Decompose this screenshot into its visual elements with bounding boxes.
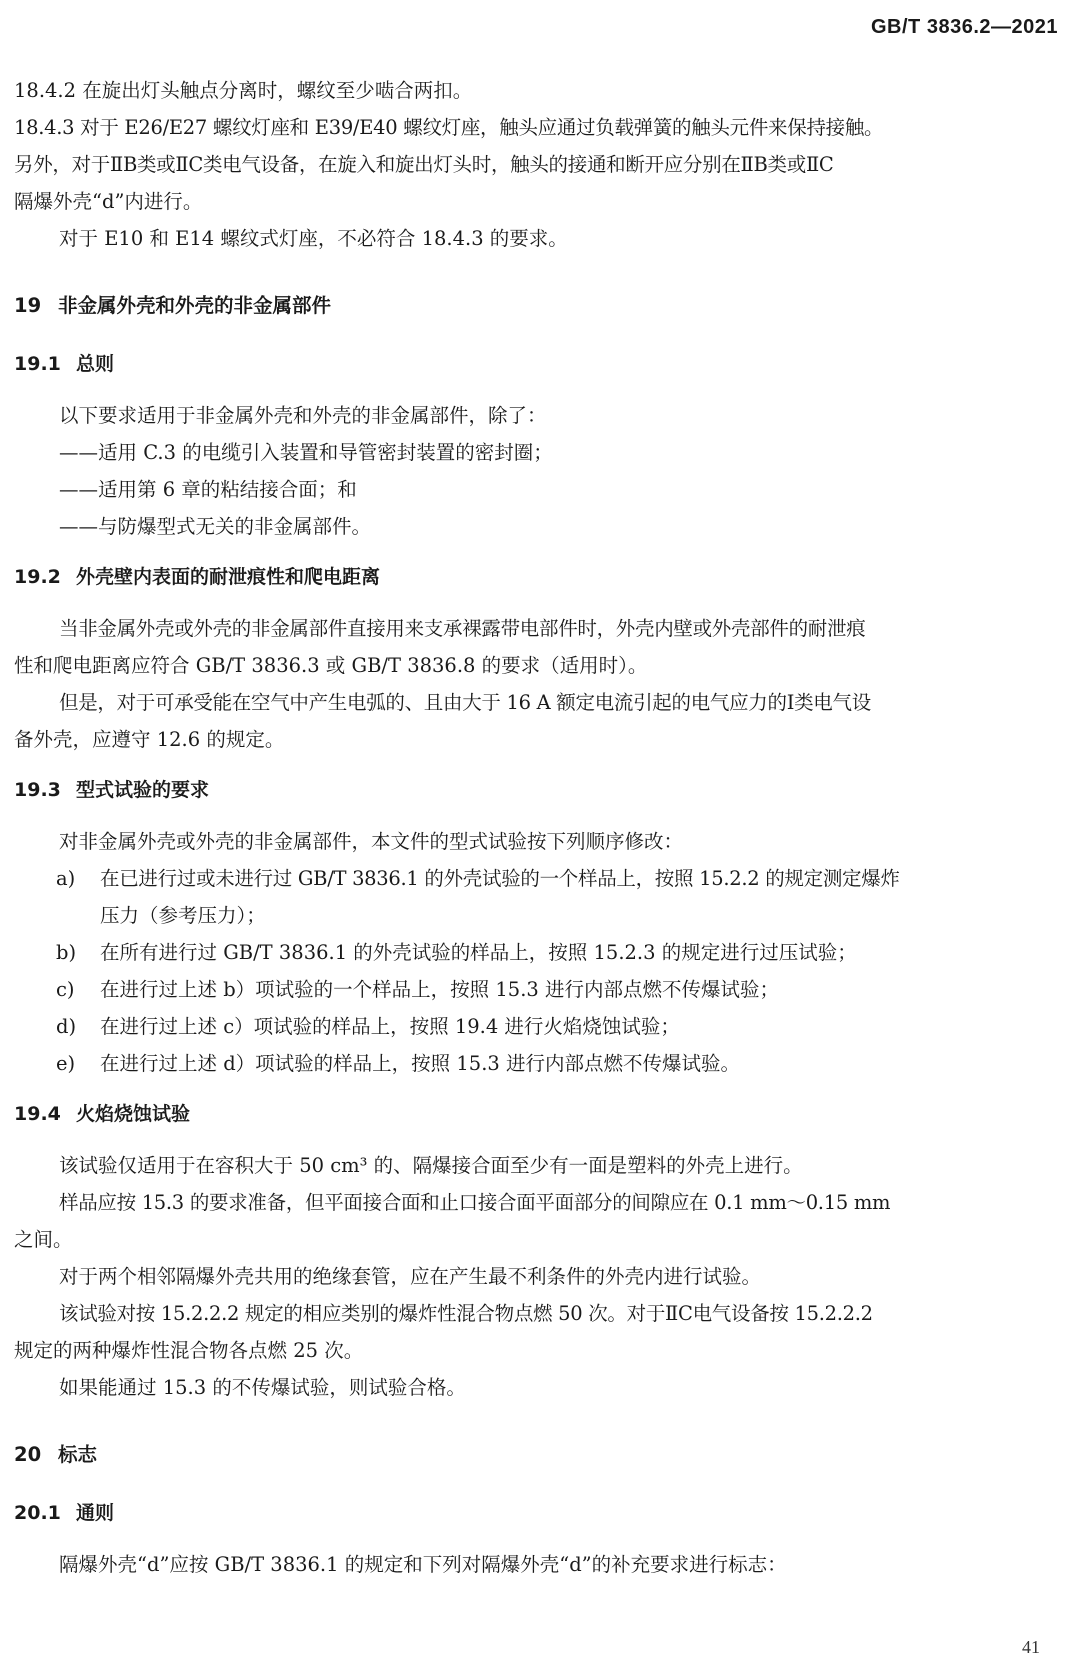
clause-number: 20.1 bbox=[14, 1502, 61, 1524]
list-item: ——与防爆型式无关的非金属部件。 bbox=[59, 515, 372, 538]
list-item-text: 在已进行过或未进行过 GB/T 3836.1 的外壳试验的一个样品上，按照 15.2.2 的规定测定爆炸 bbox=[100, 867, 900, 890]
clause-19-4-para-2-line-1: 样品应按 15.3 的要求准备，但平面接合面和止口接合面平面部分的间隙应在 0.1 mm～0.15 mm bbox=[59, 1191, 891, 1214]
page-body bbox=[14, 72, 1066, 1583]
list-marker: b) bbox=[56, 941, 77, 964]
section-title: 标志 bbox=[58, 1443, 98, 1466]
list-item: ——适用 C.3 的电缆引入装置和导管密封装置的密封圈； bbox=[59, 441, 553, 464]
clause-18-4-3-note: 对于 E10 和 E14 螺纹式灯座，不必符合 18.4.3 的要求。 bbox=[59, 227, 568, 250]
clause-number: 19.3 bbox=[14, 779, 61, 801]
clause-20-1-heading bbox=[14, 1495, 1066, 1532]
section-19-heading bbox=[14, 287, 1066, 324]
section-20-heading bbox=[14, 1436, 1066, 1473]
list-item-e bbox=[14, 1045, 1066, 1082]
clause-20-1-para-1: 隔爆外壳“d”应按 GB/T 3836.1 的规定和下列对隔爆外壳“d”的补充要求进行标志： bbox=[59, 1553, 787, 1576]
clause-18-4-3-line-1: 18.4.3 对于 E26/E27 螺纹灯座和 E39/E40 螺纹灯座，触头应通过负载弹簧的触头元件来保持接触。 bbox=[14, 116, 884, 139]
list-item-text: 压力（参考压力）； bbox=[100, 904, 266, 927]
clause-title: 通则 bbox=[76, 1502, 115, 1524]
clause-19-4-heading bbox=[14, 1096, 1066, 1133]
clause-18-4-3-line-2: 另外，对于ⅡB类或ⅡC类电气设备，在旋入和旋出灯头时，触头的接通和断开应分别在ⅡB类或ⅡC bbox=[14, 153, 834, 176]
list-marker: d) bbox=[56, 1015, 77, 1038]
clause-title: 型式试验的要求 bbox=[76, 779, 210, 801]
clause-19-4-para-5: 如果能通过 15.3 的不传爆试验，则试验合格。 bbox=[59, 1376, 466, 1399]
section-number: 20 bbox=[14, 1443, 42, 1466]
clause-19-4-para-4-line-2: 规定的两种爆炸性混合物各点燃 25 次。 bbox=[14, 1339, 364, 1362]
clause-19-4-para-2-line-2: 之间。 bbox=[14, 1228, 73, 1251]
list-item-d bbox=[14, 1008, 1066, 1045]
clause-19-2-heading bbox=[14, 559, 1066, 596]
clause-19-3-intro: 对非金属外壳或外壳的非金属部件，本文件的型式试验按下列顺序修改： bbox=[59, 830, 684, 853]
list-item-text: 在进行过上述 c）项试验的样品上，按照 19.4 进行火焰烧蚀试验； bbox=[100, 1015, 680, 1038]
section-number: 19 bbox=[14, 294, 42, 317]
list-item-text: 在所有进行过 GB/T 3836.1 的外壳试验的样品上，按照 15.2.3 的规定进行过压试验； bbox=[100, 941, 857, 964]
clause-19-4-para-1: 该试验仅适用于在容积大于 50 cm³ 的、隔爆接合面至少有一面是塑料的外壳上进行。 bbox=[59, 1154, 803, 1177]
clause-title: 火焰烧蚀试验 bbox=[76, 1103, 191, 1125]
list-marker: a) bbox=[56, 867, 76, 890]
clause-18-4-2: 18.4.2 在旋出灯头触点分离时，螺纹至少啮合两扣。 bbox=[14, 79, 473, 102]
clause-19-3-heading bbox=[14, 772, 1066, 809]
list-marker: e) bbox=[56, 1052, 76, 1075]
clause-19-2-para-1-line-1: 当非金属外壳或外壳的非金属部件直接用来支承裸露带电部件时，外壳内壁或外壳部件的耐泄痕 bbox=[59, 617, 866, 640]
clause-title: 外壳壁内表面的耐泄痕性和爬电距离 bbox=[76, 566, 381, 588]
clause-19-1-intro: 以下要求适用于非金属外壳和外壳的非金属部件，除了： bbox=[59, 404, 547, 427]
clause-number: 19.1 bbox=[14, 353, 61, 375]
list-marker: c) bbox=[56, 978, 75, 1001]
section-title: 非金属外壳和外壳的非金属部件 bbox=[58, 294, 332, 317]
clause-19-2-para-1-line-2: 性和爬电距离应符合 GB/T 3836.3 或 GB/T 3836.8 的要求（适用时）。 bbox=[14, 654, 648, 677]
list-item-c bbox=[14, 971, 1066, 1008]
list-item: ——适用第 6 章的粘结接合面；和 bbox=[59, 478, 357, 501]
list-item-a bbox=[14, 860, 1066, 934]
standard-number: GB/T 3836.2—2021 bbox=[871, 16, 1058, 38]
clause-19-4-para-3: 对于两个相邻隔爆外壳共用的绝缘套管，应在产生最不利条件的外壳内进行试验。 bbox=[59, 1265, 762, 1288]
clause-19-2-para-2-line-2: 备外壳，应遵守 12.6 的规定。 bbox=[14, 728, 285, 751]
clause-18-4-3-line-3: 隔爆外壳“d”内进行。 bbox=[14, 190, 203, 213]
clause-number: 19.4 bbox=[14, 1103, 61, 1125]
list-item-text: 在进行过上述 d）项试验的样品上，按照 15.3 进行内部点燃不传爆试验。 bbox=[100, 1052, 740, 1075]
list-item-text: 在进行过上述 b）项试验的一个样品上，按照 15.3 进行内部点燃不传爆试验； bbox=[100, 978, 779, 1001]
clause-19-1-heading bbox=[14, 346, 1066, 383]
clause-title: 总则 bbox=[76, 353, 115, 375]
clause-number: 19.2 bbox=[14, 566, 61, 588]
clause-19-4-para-4-line-1: 该试验对按 15.2.2.2 规定的相应类别的爆炸性混合物点燃 50 次。对于ⅡC电气设备按 15.2.2.2 bbox=[59, 1302, 873, 1325]
list-item-b bbox=[14, 934, 1066, 971]
page-number: 41 bbox=[1022, 1637, 1040, 1657]
clause-19-2-para-2-line-1: 但是，对于可承受能在空气中产生电弧的、且由大于 16 A 额定电流引起的电气应力的Ⅰ类电气设 bbox=[59, 691, 871, 714]
